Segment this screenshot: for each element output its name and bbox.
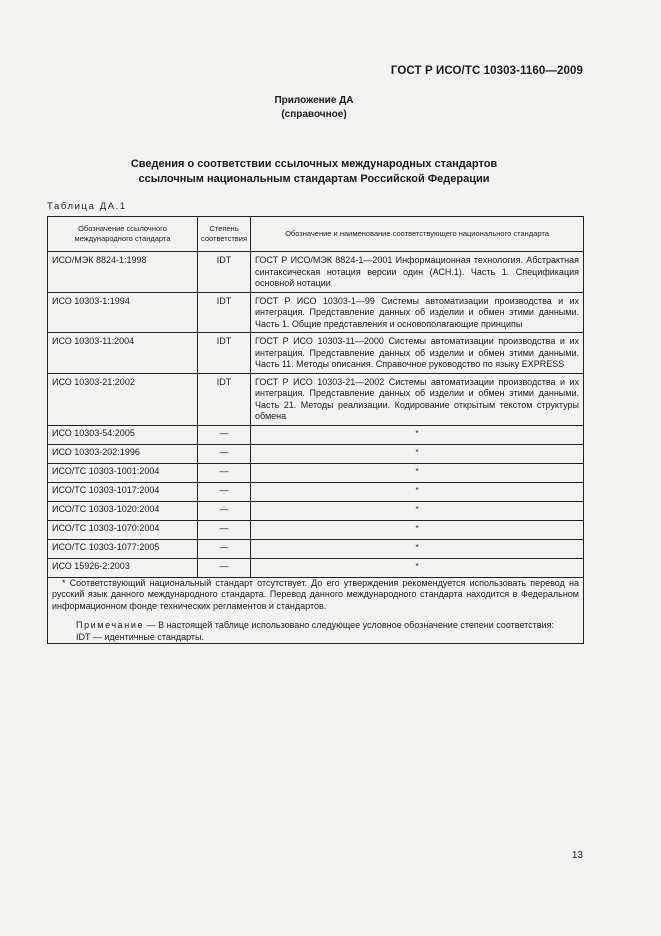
- header-intl-line-2: международного стандарта: [74, 234, 171, 243]
- national-standard-cell: *: [251, 520, 584, 539]
- table-row: [48, 482, 584, 501]
- degree-cell: IDT: [198, 252, 251, 293]
- national-standard-cell: ГОСТ Р ИСО 10303-11—2000 Системы автоматизации производства и их интеграция. Представление данных об изделии и обмен этими данными. Часть 11. Методы описания. Справочное руководство по языку EXPRESS: [251, 333, 584, 374]
- table-row: [48, 425, 584, 444]
- degree-cell: IDT: [198, 292, 251, 333]
- header-degree-line-1: Степень: [209, 224, 239, 233]
- degree-cell: —: [198, 425, 251, 444]
- intl-standard-cell: ИСО/ТС 10303-1070:2004: [48, 520, 198, 539]
- section-heading: [0, 157, 628, 187]
- table-row: [48, 501, 584, 520]
- table-header-row: [48, 217, 584, 252]
- intl-standard-cell: ИСО 15926-2:2003: [48, 558, 198, 577]
- intl-standard-cell: ИСО 10303-21:2002: [48, 373, 198, 425]
- table-note: [52, 620, 579, 632]
- intl-standard-cell: ИСО/ТС 10303-1017:2004: [48, 482, 198, 501]
- appendix-label: Приложение ДА: [274, 95, 354, 106]
- table-row: [48, 252, 584, 293]
- appendix-type: (справочное): [281, 109, 347, 120]
- table-row: [48, 333, 584, 374]
- document-code: ГОСТ Р ИСО/ТС 10303-1160—2009: [390, 65, 583, 77]
- degree-cell: —: [198, 558, 251, 577]
- intl-standard-cell: ИСО 10303-1:1994: [48, 292, 198, 333]
- degree-cell: IDT: [198, 333, 251, 374]
- header-degree: [198, 217, 251, 252]
- table-row: [48, 539, 584, 558]
- national-standard-cell: *: [251, 482, 584, 501]
- degree-cell: —: [198, 444, 251, 463]
- intl-standard-cell: ИСО 10303-54:2005: [48, 425, 198, 444]
- national-standard-cell: *: [251, 501, 584, 520]
- national-standard-cell: *: [251, 463, 584, 482]
- degree-cell: —: [198, 482, 251, 501]
- intl-standard-cell: ИСО/ТС 10303-1020:2004: [48, 501, 198, 520]
- table-row: [48, 373, 584, 425]
- degree-cell: —: [198, 463, 251, 482]
- national-standard-cell: ГОСТ Р ИСО 10303-1—99 Системы автоматизации производства и их интеграция. Представление данных об изделии и обмен этими данными. Часть 1. Общие представления и основополагающие принципы: [251, 292, 584, 333]
- idt-definition: IDT — идентичные стандарты.: [76, 631, 205, 642]
- table-row: [48, 463, 584, 482]
- appendix-title: [0, 94, 628, 122]
- intl-standard-cell: ИСО 10303-11:2004: [48, 333, 198, 374]
- intl-standard-cell: ИСО 10303-202:1996: [48, 444, 198, 463]
- heading-line-2: ссылочным национальным стандартам Российской Федерации: [138, 173, 490, 185]
- footnote: * Соответствующий национальный стандарт отсутствует. До его утверждения рекомендуется использовать перевод на русский язык данного международного стандарта. Перевод данного международного стандарта находится в Федеральном информационном фонде технических регламентов и стандартов.: [52, 577, 579, 611]
- national-standard-cell: ГОСТ Р ИСО 10303-21—2002 Системы автоматизации производства и их интеграция. Представление данных об изделии и обмен этими данными. Часть 21. Методы реализации. Кодирование открытым текстом структуры обмена: [251, 373, 584, 425]
- table-row: [48, 292, 584, 333]
- table-row: [48, 444, 584, 463]
- national-standard-cell: *: [251, 425, 584, 444]
- degree-cell: —: [198, 539, 251, 558]
- table-row: [48, 558, 584, 577]
- header-intl-line-1: Обозначение ссылочного: [78, 224, 167, 233]
- national-standard-cell: *: [251, 558, 584, 577]
- national-standard-cell: *: [251, 444, 584, 463]
- national-standard-cell: *: [251, 539, 584, 558]
- intl-standard-cell: ИСО/ТС 10303-1001:2004: [48, 463, 198, 482]
- intl-standard-cell: ИСО/МЭК 8824-1:1998: [48, 252, 198, 293]
- table-caption: Таблица ДА.1: [47, 201, 127, 212]
- table-row: [48, 520, 584, 539]
- page-number: 13: [571, 850, 583, 861]
- header-national-standard: Обозначение и наименование соответствующего национального стандарта: [251, 217, 584, 252]
- table-notes: [48, 577, 584, 644]
- correspondence-table: [47, 216, 584, 644]
- degree-cell: —: [198, 520, 251, 539]
- note-text: — В настоящей таблице использовано следующее условное обозначение степени соответствия:: [144, 620, 554, 630]
- national-standard-cell: ГОСТ Р ИСО/МЭК 8824-1—2001 Информационная технология. Абстрактная синтаксическая нотация версии один (АСН.1). Часть 1. Спецификация основной нотации: [251, 252, 584, 293]
- note-label: Примечание: [76, 620, 145, 630]
- degree-cell: IDT: [198, 373, 251, 425]
- header-degree-line-2: соответствия: [201, 234, 248, 243]
- heading-line-1: Сведения о соответствии ссылочных международных стандартов: [130, 158, 498, 170]
- intl-standard-cell: ИСО/ТС 10303-1077:2005: [48, 539, 198, 558]
- degree-cell: —: [198, 501, 251, 520]
- header-intl-standard: [48, 217, 198, 252]
- table-notes-row: [48, 577, 584, 644]
